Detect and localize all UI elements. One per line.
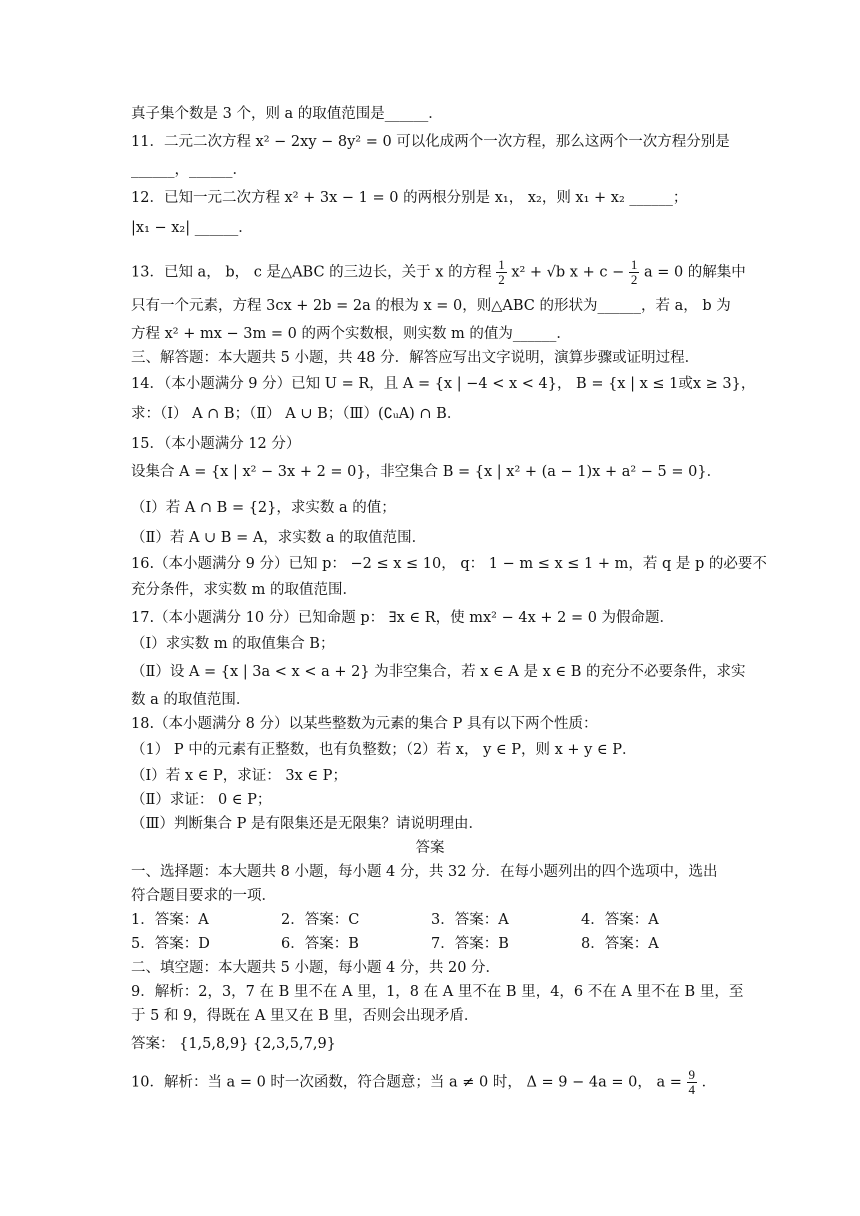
section-heading-1: 一、选择题：本大题共 8 小题，每小题 4 分，共 32 分．在每小题列出的四个选项中，选出 [131, 864, 718, 880]
answer-item: 1．答案：A [131, 912, 209, 928]
answer-item: 5．答案：D [131, 936, 210, 952]
answers-heading: 答案 [415, 840, 445, 856]
fraction-half [629, 258, 640, 287]
answer-item: 8．答案：A [581, 936, 659, 952]
answer-9: 答案： {1,5,8,9} {2,3,5,7,9} [131, 1036, 336, 1052]
equation-part: a = 0 的解集中 [643, 264, 746, 281]
section-heading-3: 三、解答题：本大题共 5 小题，共 48 分．解答应写出文字说明，演算步骤或证明过程． [131, 350, 700, 366]
fraction-denominator: 4 [688, 1082, 695, 1097]
question-13-text: 13．已知 a， b， c 是△ABC 的三边长，关于 x 的方程 [131, 264, 492, 281]
text-line: 方程 x² + mx − 3m = 0 的两个实数根，则实数 m 的值为______． [131, 326, 571, 342]
equation-part: x² + √b x + c − [511, 264, 625, 281]
answer-item: 3．答案：A [431, 912, 509, 928]
solution-9: 9．解析：2，3，7 在 B 里不在 A 里，1，8 在 A 里不在 B 里，4，6 不在 A 里不在 B 里，至 [131, 984, 744, 1000]
text-line: （Ⅱ）若 A ∪ B = A，求实数 a 的取值范围． [131, 530, 427, 546]
question-18: 18.（本小题满分 8 分）以某些整数为元素的集合 P 具有以下两个性质： [131, 716, 598, 732]
fraction-denominator: 2 [498, 272, 505, 287]
question-12: 12．已知一元二次方程 x² + 3x − 1 = 0 的两根分别是 x₁， x₂，则 x₁ + x₂ ______； [131, 190, 688, 206]
question-17: 17.（本小题满分 10 分）已知命题 p： ∃x ∈ R，使 mx² − 4x + 2 = 0 为假命题． [131, 610, 675, 626]
text-line: （Ⅰ）若 A ∩ B = {2}，求实数 a 的值； [131, 500, 396, 516]
answer-item: 7．答案：B [431, 936, 509, 952]
answer-row [131, 910, 731, 930]
text-line: （Ⅰ）若 x ∈ P，求证： 3x ∈ P； [131, 768, 347, 784]
question-16: 16.（本小题满分 9 分）已知 p： −2 ≤ x ≤ 10， q： 1 − m ≤ x ≤ 1 + m，若 q 是 p 的必要不 [131, 556, 767, 572]
text-line: ______，______． [131, 162, 247, 178]
text-line: （1） P 中的元素有正整数，也有负整数；（2）若 x， y ∈ P，则 x + y ∈ P． [131, 742, 637, 758]
text-line: 充分条件，求实数 m 的取值范围． [131, 582, 357, 598]
text-line: 真子集个数是 3 个，则 a 的取值范围是______． [131, 106, 443, 122]
fraction-half [496, 258, 507, 287]
text-line: （Ⅱ）设 A = {x | 3a < x < a + 2} 为非空集合，若 x ∈ A 是 x ∈ B 的充分不必要条件，求实 [131, 664, 746, 680]
text-line: |x₁ − x₂| ______． [131, 220, 253, 236]
text-line: 数 a 的取值范围． [131, 692, 251, 708]
answer-item: 4．答案：A [581, 912, 659, 928]
text-line: 求：（Ⅰ） A ∩ B；（Ⅱ） A ∪ B；（Ⅲ）(∁ᵤA) ∩ B． [131, 406, 462, 422]
answer-item: 6．答案：B [281, 936, 359, 952]
section-heading-2: 二、填空题：本大题共 5 小题，每小题 4 分，共 20 分． [131, 960, 501, 976]
text-line: （Ⅲ）判断集合 P 是有限集还是无限集？请说明理由． [131, 816, 483, 832]
fraction-denominator: 2 [630, 272, 638, 287]
solution-10 [131, 1068, 731, 1097]
fraction-nine-fourths [687, 1068, 698, 1097]
answer-row [131, 934, 731, 954]
fraction-numerator: 1 [498, 257, 505, 272]
text-line: 于 5 和 9，得既在 A 里又在 B 里，否则会出现矛盾． [131, 1008, 479, 1024]
period: ． [701, 1074, 717, 1091]
question-11: 11．二元二次方程 x² − 2xy − 8y² = 0 可以化成两个一次方程，那么这两个一次方程分别是 [131, 134, 730, 150]
question-13 [131, 257, 746, 287]
text-line: （Ⅰ）求实数 m 的取值集合 B； [131, 636, 335, 652]
fraction-numerator: 9 [688, 1067, 695, 1082]
answer-item: 2．答案：C [281, 912, 360, 928]
text-line: （Ⅱ）求证： 0 ∈ P； [131, 792, 272, 808]
question-15: 15．（本小题满分 12 分） [131, 436, 301, 452]
question-14: 14．（本小题满分 9 分）已知 U = R，且 A = {x | −4 < x < 4}， B = {x | x ≤ 1或x ≥ 3}， [131, 376, 756, 392]
text-line: 设集合 A = {x | x² − 3x + 2 = 0}，非空集合 B = {x | x² + (a − 1)x + a² − 5 = 0}． [131, 464, 722, 480]
text-line: 只有一个元素，方程 3cx + 2b = 2a 的根为 x = 0，则△ABC 的形状为______，若 a， b 为 [131, 298, 731, 314]
fraction-numerator: 1 [630, 257, 638, 272]
solution-10-text: 10．解析：当 a = 0 时一次函数，符合题意；当 a ≠ 0 时， Δ = 9 − 4a = 0， a = [131, 1074, 682, 1091]
text-line: 符合题目要求的一项． [131, 888, 276, 904]
